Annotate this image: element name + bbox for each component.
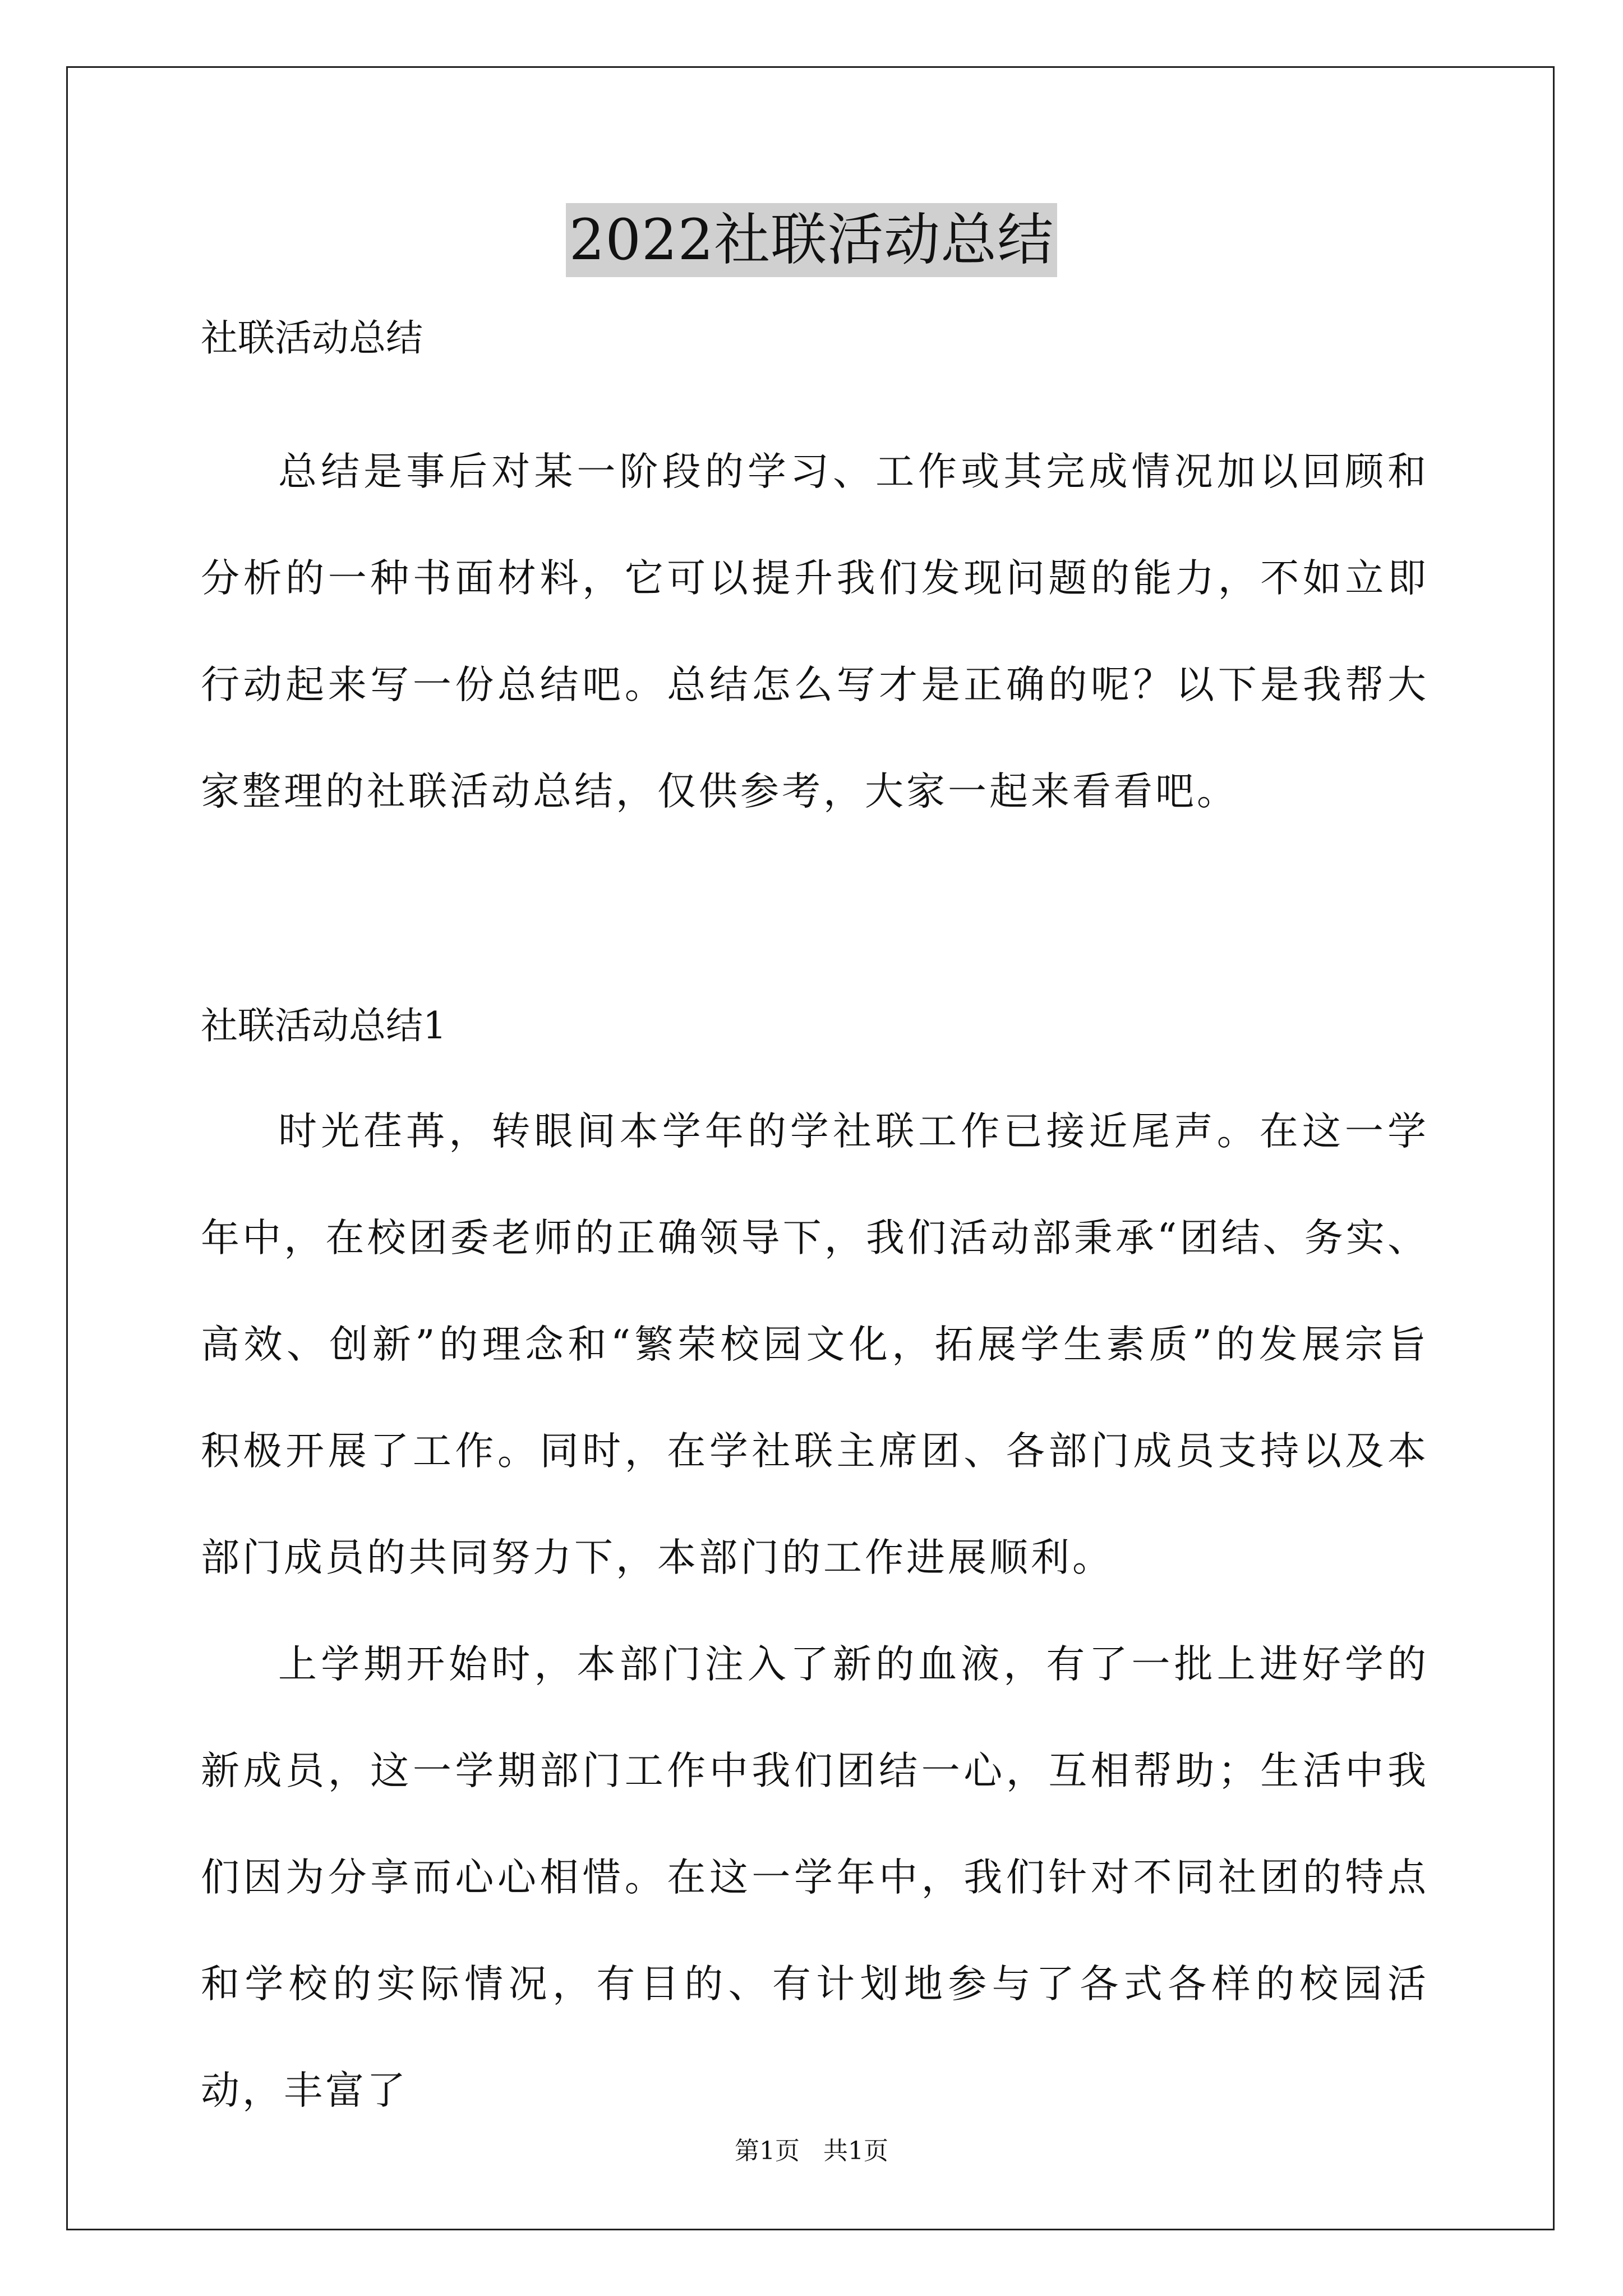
document-body <box>201 316 1429 2144</box>
intro-paragraph: 总结是事后对某一阶段的学习、工作或其完成情况加以回顾和分析的一种书面材料，它可以提升我们发现问题的能力，不如立即行动起来写一份总结吧。总结怎么写才是正确的呢？以下是我帮大家整理的社联活动总结，仅供参考，大家一起来看看吧。 <box>201 449 1429 814</box>
document-title: 2022社联活动总结 <box>566 203 1058 277</box>
body-paragraph: 上学期开始时，本部门注入了新的血液，有了一批上进好学的新成员，这一学期部门工作中我们团结一心，互相帮助；生活中我们因为分享而心心相惜。在这一学年中，我们针对不同社团的特点和学校的实际情况，有目的、有计划地参与了各式各样的校园活动，丰富了 <box>201 1642 1429 2113</box>
page-footer: 第1页 共1页 <box>735 2137 888 2165</box>
intro-heading: 社联活动总结 <box>201 316 423 360</box>
section-heading: 社联活动总结1 <box>201 1004 446 1047</box>
title-block <box>0 203 1623 277</box>
body-paragraph: 时光荏苒，转眼间本学年的学社联工作已接近尾声。在这一学年中，在校团委老师的正确领导下，我们活动部秉承“团结、务实、高效、创新”的理念和“繁荣校园文化，拓展学生素质”的发展宗旨积极开展了工作。同时，在学社联主席团、各部门成员支持以及本部门成员的共同努力下，本部门的工作进展顺利。 <box>201 1109 1429 1580</box>
